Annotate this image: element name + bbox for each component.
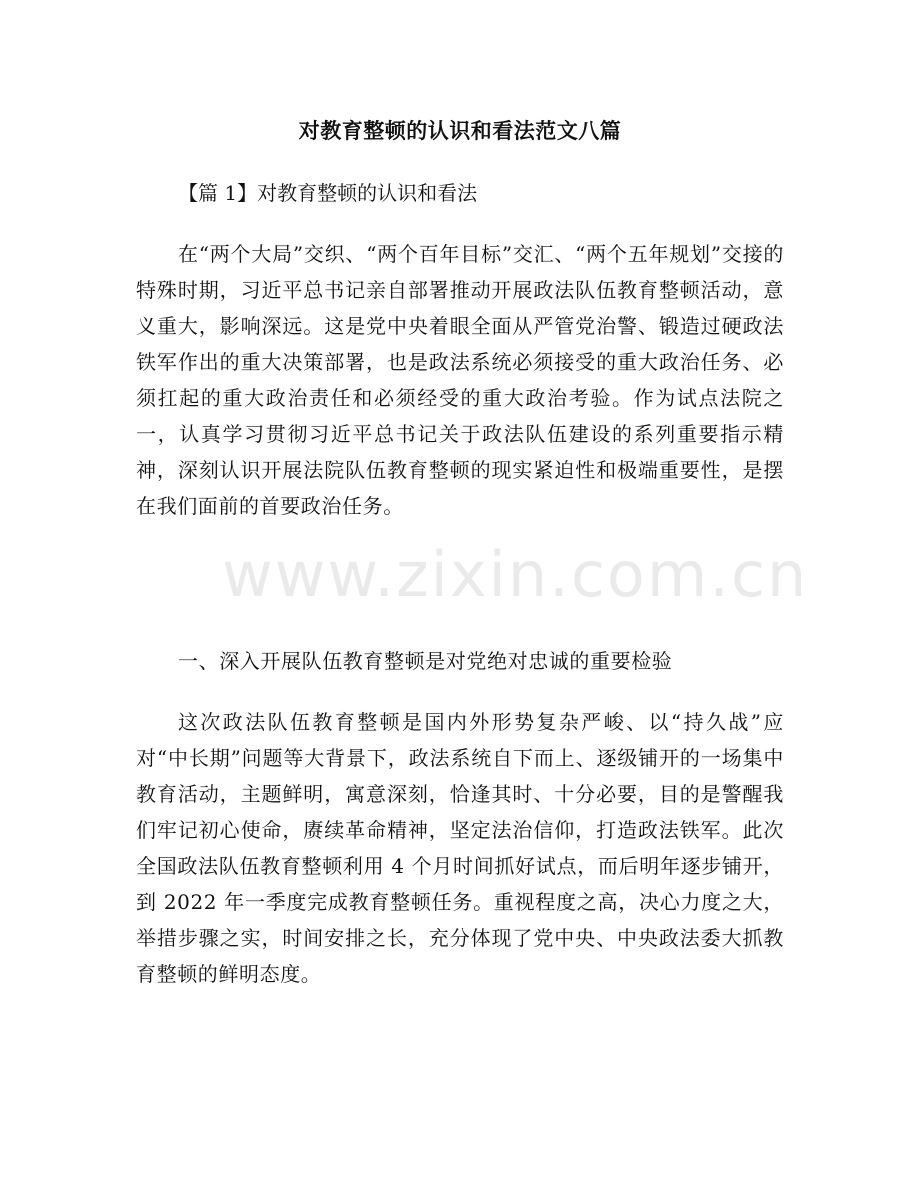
subheading-1: 一、深入开展队伍教育整顿是对党绝对忠诚的重要检验 [178, 649, 673, 673]
document-title: 对教育整顿的认识和看法范文八篇 [298, 119, 622, 143]
paragraph-1: 在“两个大局”交织、“两个百年目标”交汇、“两个五年规划”交接的特殊时期，习近平总书记亲自部署推动开展政法队伍教育整顿活动，意义重大，影响深远。这是党中央着眼全面从严管党治警、锻造过硬政法铁军作出的重大决策部署，也是政法系统必须接受的重大政治任务、必须扛起的重大政治责任和必须经受的重大政治考验。作为试点法院之一，认真学习贯彻习近平总书记关于政法队伍建设的系列重要指示精神，深刻认识开展法院队伍教育整顿的现实紧迫性和极端重要性，是摆在我们面前的首要政治任务。 [136, 242, 784, 518]
paragraph-2: 这次政法队伍教育整顿是国内外形势复杂严峻、以“持久战”应对“中长期”问题等大背景下，政法系统自下而上、逐级铺开的一场集中教育活动，主题鲜明，寓意深刻，恰逢其时、十分必要，目的是警醒我们牢记初心使命，赓续革命精神，坚定法治信仰，打造政法铁军。此次全国政法队伍教育整顿利用 4 个月时间抓好试点，而后明年逐步铺开，到 2022 年一季度完成教育整顿任务。重视程度之高，决心力度之大，举措步骤之实，时间安排之长，充分体现了党中央、中央政法委大抓教育整顿的鲜明态度。 [136, 710, 784, 986]
watermark: www.zixin.com.cn [222, 538, 809, 611]
section-heading: 【篇 1】对教育整顿的认识和看法 [178, 181, 478, 205]
